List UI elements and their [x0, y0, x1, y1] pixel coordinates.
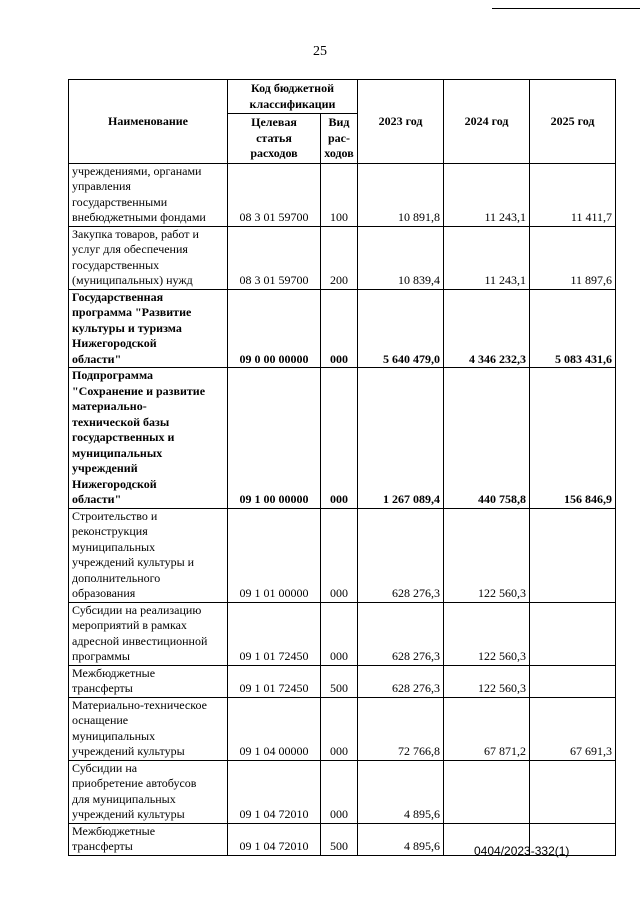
row-name-line: внебюджетными фондами — [72, 210, 206, 224]
row-name-line: адресной инвестиционной — [72, 633, 208, 648]
row-expense-kind: 000 — [321, 508, 358, 602]
table-row — [69, 368, 616, 509]
row-value-2023: 628 276,3 — [358, 602, 444, 665]
row-value-2024 — [444, 760, 530, 823]
page-number: 25 — [313, 44, 327, 59]
row-name-line: оснащение — [72, 713, 129, 727]
header-target-item-line: Целевая — [251, 115, 297, 129]
header-target-item-line: расходов — [250, 146, 298, 160]
row-name — [69, 368, 228, 509]
table-row — [69, 697, 616, 760]
row-name — [69, 508, 228, 602]
row-name-line: Подпрограмма — [72, 368, 154, 382]
row-target-item: 09 1 01 72450 — [228, 602, 321, 665]
row-name — [69, 823, 228, 855]
row-name-line: технической базы — [72, 414, 170, 429]
row-value-2024: 122 560,3 — [444, 665, 530, 697]
row-name-line: государственными — [72, 194, 168, 209]
row-name-line: услуг для обеспечения — [72, 242, 188, 256]
row-name-line: трансферты — [72, 681, 133, 695]
row-name-line: Межбюджетные — [72, 823, 156, 838]
row-value-2023: 72 766,8 — [358, 697, 444, 760]
row-name-line: Строительство и — [72, 508, 158, 523]
row-target-item: 09 1 01 00000 — [228, 508, 321, 602]
row-target-item: 09 1 04 72010 — [228, 760, 321, 823]
row-expense-kind: 000 — [321, 602, 358, 665]
row-name-line: для муниципальных — [72, 791, 176, 806]
row-name-line: "Сохранение и развитие — [72, 383, 206, 398]
row-value-2023: 10 891,8 — [358, 163, 444, 226]
row-value-2025 — [530, 602, 616, 665]
table-row — [69, 760, 616, 823]
row-value-2025: 11 411,7 — [530, 163, 616, 226]
row-name-line: области" — [72, 492, 122, 506]
row-name-line: Государственная — [72, 289, 164, 304]
header-year-2025: 2025 год — [530, 80, 616, 164]
row-name-line: Закупка товаров, работ и — [72, 226, 199, 241]
row-name-line: программы — [72, 649, 130, 663]
row-name-line: учреждений — [72, 461, 138, 475]
row-name — [69, 665, 228, 697]
table-body — [69, 163, 616, 855]
row-value-2023: 4 895,6 — [358, 823, 444, 855]
row-name — [69, 163, 228, 226]
header-target-item — [228, 114, 321, 164]
row-expense-kind: 000 — [321, 289, 358, 368]
row-name-line: области" — [72, 351, 122, 366]
row-name-line: Материально-техническое — [72, 697, 207, 712]
row-expense-kind: 500 — [321, 823, 358, 855]
row-expense-kind: 500 — [321, 665, 358, 697]
row-name-line: учреждений культуры — [72, 807, 185, 821]
row-value-2024: 67 871,2 — [444, 697, 530, 760]
row-expense-kind: 100 — [321, 163, 358, 226]
row-target-item: 09 1 01 72450 — [228, 665, 321, 697]
row-target-item: 09 1 00 00000 — [228, 368, 321, 509]
row-name-line: мероприятий в рамках — [72, 618, 187, 632]
table-row — [69, 602, 616, 665]
row-value-2023: 628 276,3 — [358, 508, 444, 602]
row-name — [69, 697, 228, 760]
row-value-2025 — [530, 760, 616, 823]
row-value-2024: 11 243,1 — [444, 163, 530, 226]
row-name-line: муниципальных — [72, 445, 163, 460]
row-name-line: культуры и туризма — [72, 320, 182, 335]
row-name-line: образования — [72, 586, 136, 600]
row-name-line: муниципальных — [72, 728, 156, 743]
header-year-2023: 2023 год — [358, 80, 444, 164]
row-target-item: 09 0 00 00000 — [228, 289, 321, 368]
header-year-2024: 2024 год — [444, 80, 530, 164]
table-row — [69, 665, 616, 697]
row-value-2024: 11 243,1 — [444, 226, 530, 289]
row-name-line: Нижегородской — [72, 476, 157, 491]
header-expense-kind-line: рас- — [328, 130, 350, 145]
row-name-line: программа "Развитие — [72, 305, 192, 319]
header-expense-kind — [321, 114, 358, 164]
row-name-line: (муниципальных) нужд — [72, 273, 193, 287]
row-value-2024: 122 560,3 — [444, 508, 530, 602]
table-row — [69, 508, 616, 602]
header-budget-code: Код бюджетной классификации — [228, 80, 358, 114]
row-value-2023: 1 267 089,4 — [358, 368, 444, 509]
row-name-line: приобретение автобусов — [72, 776, 197, 790]
row-name-line: Межбюджетные — [72, 665, 156, 680]
header-expense-kind-line: ходов — [324, 146, 354, 160]
row-value-2024: 122 560,3 — [444, 602, 530, 665]
row-value-2025 — [530, 665, 616, 697]
row-name-line: муниципальных — [72, 539, 156, 554]
row-expense-kind: 000 — [321, 760, 358, 823]
row-name — [69, 760, 228, 823]
row-value-2023: 628 276,3 — [358, 665, 444, 697]
document-id: 0404/2023-332(1) — [474, 844, 570, 858]
table-row — [69, 289, 616, 368]
row-name — [69, 602, 228, 665]
row-name-line: трансферты — [72, 839, 133, 853]
row-name — [69, 226, 228, 289]
row-name-line: Субсидии на реализацию — [72, 602, 202, 617]
header-expense-kind-line: Вид — [328, 115, 350, 129]
row-name-line: учреждений культуры — [72, 744, 185, 758]
table-header — [69, 80, 616, 164]
row-target-item: 08 3 01 59700 — [228, 163, 321, 226]
row-expense-kind: 000 — [321, 697, 358, 760]
row-value-2023: 10 839,4 — [358, 226, 444, 289]
row-expense-kind: 000 — [321, 368, 358, 509]
row-value-2024: 440 758,8 — [444, 368, 530, 509]
budget-table — [68, 79, 616, 856]
row-name-line: государственных — [72, 257, 160, 272]
row-target-item: 09 1 04 72010 — [228, 823, 321, 855]
row-name — [69, 289, 228, 368]
top-edge-rule — [492, 0, 640, 9]
table-row — [69, 226, 616, 289]
row-value-2023: 4 895,6 — [358, 760, 444, 823]
row-target-item: 08 3 01 59700 — [228, 226, 321, 289]
row-value-2025: 11 897,6 — [530, 226, 616, 289]
row-value-2025: 156 846,9 — [530, 368, 616, 509]
row-value-2025: 67 691,3 — [530, 697, 616, 760]
row-name-line: учреждений культуры и — [72, 555, 195, 569]
row-target-item: 09 1 04 00000 — [228, 697, 321, 760]
row-value-2023: 5 640 479,0 — [358, 289, 444, 368]
row-expense-kind: 200 — [321, 226, 358, 289]
row-name-line: Нижегородской — [72, 336, 157, 350]
table-row — [69, 163, 616, 226]
row-name-line: учреждениями, органами — [72, 163, 202, 178]
row-value-2025 — [530, 508, 616, 602]
row-name-line: материально- — [72, 399, 147, 413]
row-value-2025: 5 083 431,6 — [530, 289, 616, 368]
row-name-line: дополнительного — [72, 570, 161, 585]
header-target-item-line: статья — [256, 130, 292, 145]
row-name-line: государственных и — [72, 430, 175, 444]
row-name-line: реконструкция — [72, 524, 148, 538]
row-value-2024: 4 346 232,3 — [444, 289, 530, 368]
row-name-line: управления — [72, 179, 131, 193]
header-name: Наименование — [69, 80, 228, 164]
row-name-line: Субсидии на — [72, 760, 138, 775]
